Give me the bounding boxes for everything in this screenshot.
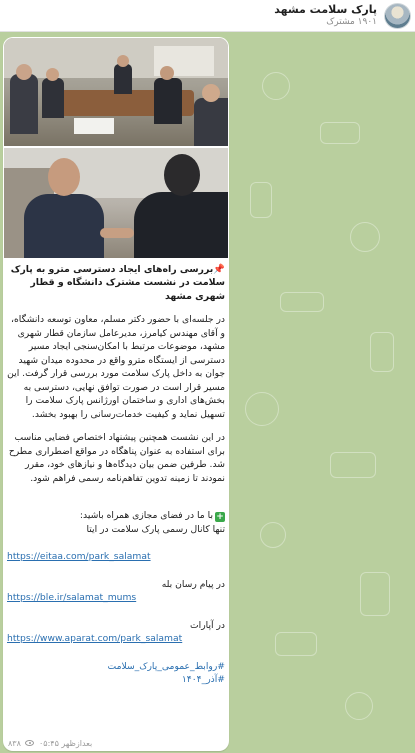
post-meta: [8, 739, 92, 748]
post-paragraph-1: در جلسه‌ای با حضور دکتر مسلم، معاون توسعه دانشگاه، و آقای مهندس کیامرز، مدیرعامل سازمان قطار شهری مشهد، موضوعات مرتبط با امکان‌سنجی ایجاد مسیر دسترسی از ایستگاه مترو واقع در محدوده میدان شهید جوان به داخل پارک سلامت مورد بررسی قرار گرفت. این مسیر قرار است در صورت توافق نهایی، دسترسی به بخش‌های اداری و ساختمان اورژانس پارک سلامت را تسهیل نماید و کیفیت خدمات‌رسانی را بهبود بخشد.: [7, 314, 225, 420]
hashtag-date[interactable]: #آذر_۱۴۰۴: [181, 674, 225, 686]
channel-avatar[interactable]: [384, 3, 411, 29]
post-time: ۰۵:۴۵ بعدازظهر: [38, 739, 93, 748]
channel-title[interactable]: پارک سلامت مشهد: [274, 3, 377, 16]
plus-icon: +: [216, 512, 224, 523]
meeting-photo-1[interactable]: [4, 38, 228, 146]
hashtag-public-relations[interactable]: #روابط_عمومی_پارک_سلامت: [107, 660, 225, 672]
pin-icon: 📌: [213, 264, 225, 275]
eye-icon: [25, 740, 34, 746]
view-count: ۸۳۸: [8, 739, 21, 748]
bale-link[interactable]: https://ble.ir/salamat_mums: [7, 592, 137, 604]
aparat-link[interactable]: https://www.aparat.com/park_salamat: [7, 633, 183, 645]
post-paragraph-2: در این نشست همچنین پیشنهاد اختصاص فضایی مناسب برای استفاده به عنوان پناهگاه در مواقع اضطراری مطرح شد. طرفین ضمن بیان دیدگاه‌ها و نیازهای خود، مقرر نمودند تا زمینه تدوین تفاهم‌نامه رسمی فراهم شود.: [8, 432, 225, 484]
follow-section: [7, 509, 225, 536]
eitaa-link[interactable]: https://eitaa.com/park_salamat: [7, 551, 151, 563]
meeting-photo-2[interactable]: [4, 148, 228, 258]
post-headline: 📌بررسی راه‌های ایجاد دسترسی مترو به پارک سلامت در نشست مشترک دانشگاه و قطار شهری مشهد: [10, 264, 225, 302]
subscriber-count: ۱۹۰۱ مشترک: [326, 17, 377, 27]
follow-line-2: تنها کانال رسمی پارک سلامت در ایتا: [86, 523, 225, 535]
bale-label: در پیام رسان بله: [161, 578, 225, 590]
channel-header[interactable]: [0, 0, 415, 32]
aparat-label: در آپارات: [190, 619, 225, 631]
channel-post[interactable]: [3, 37, 229, 751]
follow-line-1: با ما در فضای مجازی همراه باشید:: [79, 510, 213, 522]
post-text: [7, 263, 225, 687]
